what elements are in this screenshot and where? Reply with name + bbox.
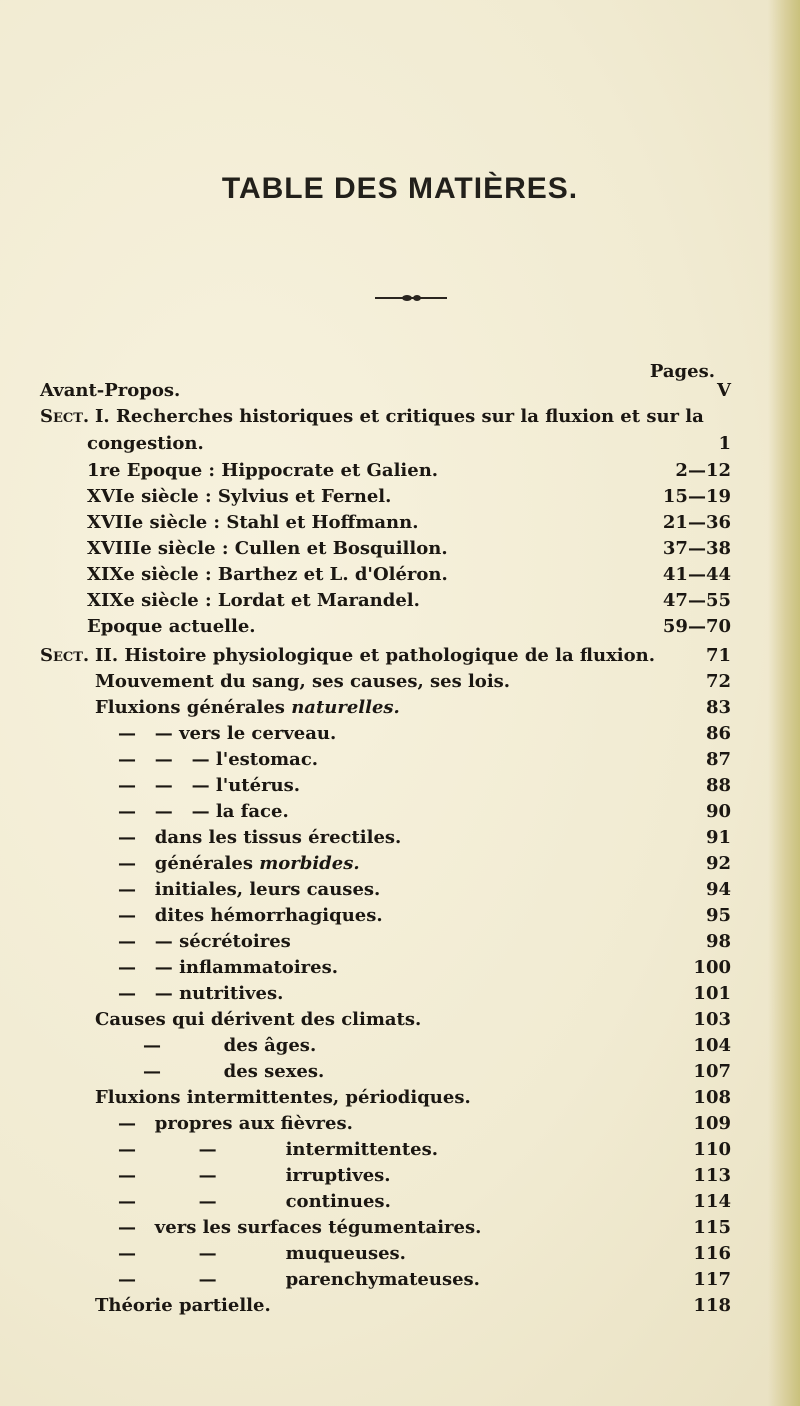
toc-entry-page: 94 — [705, 879, 731, 900]
toc-entry-page: 92 — [705, 853, 731, 874]
pages-column-header: Pages. — [649, 361, 715, 382]
toc-entry-label: XIXe siècle : Lordat et Marandel. — [87, 590, 420, 611]
toc-entry — [95, 695, 780, 721]
toc-entry — [118, 1241, 780, 1267]
toc-entry-label: — — muqueuses. — [118, 1243, 406, 1264]
section-label: Sect. — [40, 645, 90, 666]
toc-entry-label: Fluxions intermittentes, périodiques. — [95, 1087, 471, 1108]
toc-entry-page: 101 — [693, 983, 731, 1004]
toc-entry — [118, 1137, 780, 1163]
toc-entry — [118, 1163, 780, 1189]
toc-entry — [87, 510, 780, 536]
toc-entry-label: Théorie partielle. — [95, 1295, 271, 1316]
toc-entry — [118, 851, 780, 877]
toc-entry-page: 41—44 — [662, 564, 731, 585]
toc-entry-page: 110 — [693, 1139, 731, 1160]
toc-entry-page: 90 — [705, 801, 731, 822]
toc-entry-label: — — nutritives. — [118, 983, 284, 1004]
toc-entry — [95, 1085, 780, 1111]
toc-entry-page: 91 — [705, 827, 731, 848]
toc-entry-page: 100 — [693, 957, 731, 978]
toc-entry-page: 86 — [705, 723, 731, 744]
toc-entry-label: — dans les tissus érectiles. — [118, 827, 402, 848]
toc-entry — [118, 747, 780, 773]
toc-entry-label: — — vers le cerveau. — [118, 723, 337, 744]
toc-entry — [40, 378, 780, 404]
toc-entry — [118, 929, 780, 955]
toc-entry — [118, 1267, 780, 1293]
ornament-divider — [375, 295, 447, 301]
toc-entry-page: 117 — [693, 1269, 731, 1290]
toc-entry-label: — des âges. — [143, 1035, 317, 1056]
toc-entry-label: — — sécrétoires — [118, 931, 291, 952]
toc-entry-label: Avant-Propos. — [40, 380, 181, 401]
toc-entry — [118, 877, 780, 903]
toc-entry-page: 59—70 — [662, 616, 731, 637]
toc-entry — [118, 1189, 780, 1215]
toc-entry-label: XVIe siècle : Sylvius et Fernel. — [87, 486, 392, 507]
toc-entry — [118, 799, 780, 825]
toc-entry-page: 118 — [693, 1295, 731, 1316]
toc-entry-page: 113 — [693, 1165, 731, 1186]
toc-entry — [118, 721, 780, 747]
toc-entry-page: 108 — [693, 1087, 731, 1108]
toc-entry-page: 109 — [693, 1113, 731, 1134]
toc-entry-label: I. Recherches historiques et critiques sur la fluxion et sur la — [95, 406, 704, 427]
toc-entry-label: — — inflammatoires. — [118, 957, 338, 978]
toc-entry — [143, 1059, 780, 1085]
page-title: TABLE DES MATIÈRES. — [221, 172, 579, 205]
toc-entry-page: 87 — [705, 749, 731, 770]
toc-entry-page: 37—38 — [662, 538, 731, 559]
toc-entry-label: — dites hémorrhagiques. — [118, 905, 383, 926]
toc-entry-label: — — intermittentes. — [118, 1139, 438, 1160]
toc-entry-page: 103 — [693, 1009, 731, 1030]
toc-entry-label: — — parenchymateuses. — [118, 1269, 480, 1290]
toc-entry — [87, 614, 780, 640]
toc-entry — [143, 1033, 780, 1059]
toc-entry-page: 114 — [693, 1191, 731, 1212]
toc-entry-page: 116 — [693, 1243, 731, 1264]
toc-entry-page: 83 — [705, 697, 731, 718]
toc-entry-label: Fluxions générales naturelles. — [95, 697, 400, 718]
toc-entry-page: V — [717, 380, 731, 401]
toc-entry-label: — générales morbides. — [118, 853, 360, 874]
toc-entry-label: Mouvement du sang, ses causes, ses lois. — [95, 671, 511, 692]
toc-entry-label: — — — l'utérus. — [118, 775, 301, 796]
toc-entry — [95, 1007, 780, 1033]
toc-entry — [118, 773, 780, 799]
toc-entry-label: — des sexes. — [143, 1061, 325, 1082]
toc-entry-label: Epoque actuelle. — [87, 616, 256, 637]
toc-entry-label: Causes qui dérivent des climats. — [95, 1009, 422, 1030]
toc-entry-page: 95 — [705, 905, 731, 926]
toc-entry — [87, 562, 780, 588]
toc-entry — [87, 484, 780, 510]
toc-entry-label: — propres aux fièvres. — [118, 1113, 353, 1134]
toc-entry-label: — — irruptives. — [118, 1165, 391, 1186]
toc-entry — [118, 1111, 780, 1137]
toc-entry-label: XVIIe siècle : Stahl et Hoffmann. — [87, 512, 419, 533]
toc-entry-page: 98 — [705, 931, 731, 952]
toc-entry-page: 104 — [693, 1035, 731, 1056]
toc-entry-label: congestion. — [87, 433, 204, 454]
toc-entry — [118, 825, 780, 851]
toc-section-entry — [40, 404, 780, 430]
toc-entry-page: 21—36 — [662, 512, 731, 533]
section-label: Sect. — [40, 406, 90, 427]
toc-entry-page: 1 — [718, 433, 731, 454]
toc-entry — [118, 981, 780, 1007]
toc-entry — [118, 955, 780, 981]
toc-entry-page: 71 — [705, 645, 731, 666]
toc-entry-label: — — — l'estomac. — [118, 749, 319, 770]
toc-entry — [95, 669, 780, 695]
toc-entry-label: — initiales, leurs causes. — [118, 879, 381, 900]
toc-entry — [87, 536, 780, 562]
toc-entry — [95, 1293, 780, 1319]
toc-entry — [87, 458, 780, 484]
toc-entry-page: 72 — [705, 671, 731, 692]
toc-entry-label: 1re Epoque : Hippocrate et Galien. — [87, 460, 439, 481]
toc-entry-label: XVIIIe siècle : Cullen et Bosquillon. — [87, 538, 448, 559]
toc-entry-page: 88 — [705, 775, 731, 796]
toc-entry-label: II. Histoire physiologique et pathologique de la fluxion. — [95, 645, 656, 666]
toc-entry-label: — — continues. — [118, 1191, 391, 1212]
toc-entry-label: — vers les surfaces tégumentaires. — [118, 1217, 482, 1238]
toc-entry — [87, 588, 780, 614]
toc-entry-label: — — — la face. — [118, 801, 289, 822]
toc-entry-page: 107 — [693, 1061, 731, 1082]
toc-entry-label: XIXe siècle : Barthez et L. d'Oléron. — [87, 564, 448, 585]
toc-entry — [87, 431, 780, 457]
toc-entry — [118, 1215, 780, 1241]
toc-entry — [118, 903, 780, 929]
toc-entry-page: 15—19 — [662, 486, 731, 507]
toc-entry-page: 115 — [693, 1217, 731, 1238]
toc-entry-page: 47—55 — [662, 590, 731, 611]
toc-entry-page: 2—12 — [675, 460, 731, 481]
toc-section-entry — [40, 643, 780, 669]
